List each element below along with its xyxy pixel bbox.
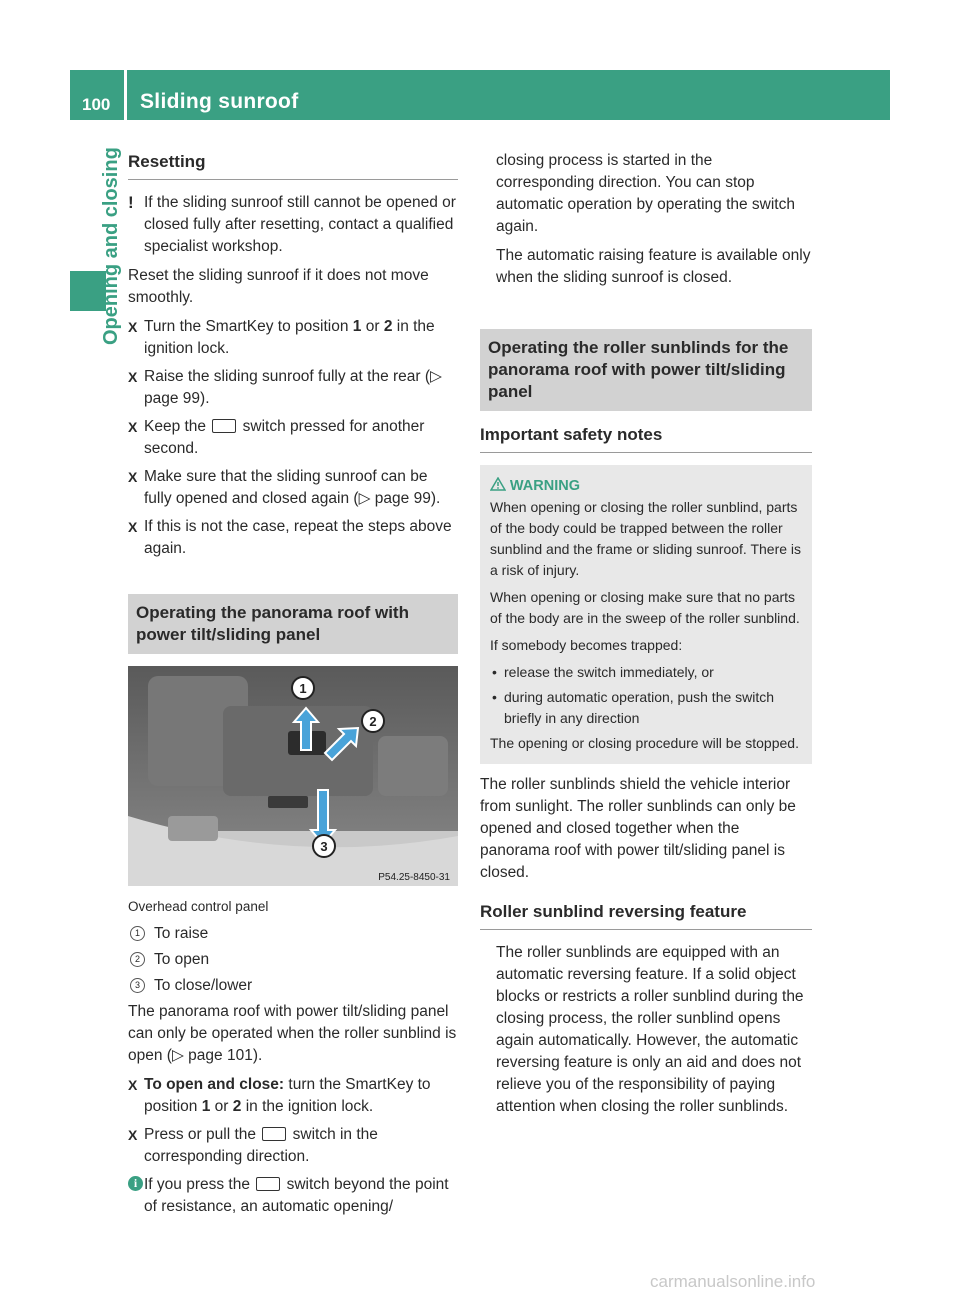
step-text: turn the SmartKey to position	[144, 1076, 431, 1115]
footer-watermark: carmanualsonline.info	[650, 1272, 816, 1291]
legend-text: To open	[154, 951, 210, 968]
step-text: If this is not the case, repeat the steps above again.	[144, 518, 452, 557]
legend-number: 1	[130, 926, 145, 941]
step-item	[128, 416, 458, 460]
bullet-icon: •	[492, 664, 497, 680]
legend-text: To close/lower	[154, 977, 253, 994]
legend-text: To raise	[154, 925, 209, 942]
section-title: Sliding sunroof	[140, 90, 299, 113]
reversing-description: The roller sunblinds are equipped with an automatic reversing feature. If a solid object blocks or restricts a roller sunblind during the closing process, the roller sunblind opens again automatically. However, the automatic reversing feature is only an aid and does not relieve you of the responsibility of paying attention when closing the roller sunblinds.	[496, 944, 804, 1115]
legend-item	[128, 975, 458, 997]
step-text: or	[361, 318, 384, 335]
photo-code: P54.25-8450-31	[378, 872, 450, 883]
position-value: 2	[232, 1098, 242, 1115]
warning-text: If somebody becomes trapped:	[490, 637, 683, 653]
reversing-heading: Roller sunblind reversing feature	[480, 900, 812, 930]
step-item	[128, 1124, 458, 1168]
callout-2: 2	[369, 714, 377, 729]
warning-bullet	[490, 687, 802, 729]
step-text: Keep the	[144, 418, 211, 435]
continued-text: closing process is started in the corresponding direction. You can stop automatic operation by operating the switch again.	[496, 152, 795, 235]
safety-heading: Important safety notes	[480, 423, 812, 453]
panorama-heading: Operating the panorama roof with power tilt/sliding panel	[128, 594, 458, 654]
bullet-icon: •	[492, 689, 497, 705]
step-text: in the ignition lock.	[144, 318, 435, 357]
step-text: Raise the sliding sunroof fully at the rear (▷ page 99).	[144, 368, 442, 407]
step-marker-icon: X	[128, 419, 138, 435]
position-value: 1	[201, 1098, 211, 1115]
info-text: switch beyond the point of resistance, an automatic opening/	[144, 1176, 449, 1215]
step-marker-icon: X	[128, 1077, 138, 1093]
overhead-panel-illustration	[128, 666, 458, 886]
callout-1: 1	[299, 681, 307, 696]
step-text: Turn the SmartKey to position	[144, 318, 353, 335]
step-marker-icon: X	[128, 469, 138, 485]
raising-note: The automatic raising feature is available only when the sliding sunroof is closed.	[496, 247, 811, 286]
step-text: switch pressed for another second.	[144, 418, 425, 457]
step-item	[128, 1074, 458, 1118]
panorama-description: The panorama roof with power tilt/sliding panel can only be operated when the roller sunblind is open (▷ page 101).	[128, 1003, 457, 1064]
step-item	[128, 316, 458, 360]
warning-triangle-icon	[490, 477, 506, 491]
warning-bullet	[490, 662, 802, 683]
legend-number: 2	[130, 952, 145, 967]
step-text: or	[210, 1098, 233, 1115]
workshop-note	[128, 192, 458, 258]
switch-icon	[212, 419, 236, 433]
callout-3: 3	[320, 839, 328, 854]
legend-item	[128, 923, 458, 945]
legend-number: 3	[130, 978, 145, 993]
step-marker-icon: X	[128, 1127, 138, 1143]
step-item	[128, 366, 458, 410]
warning-title-row	[490, 475, 802, 497]
caution-mark: !	[128, 193, 134, 212]
step-marker-icon: X	[128, 319, 138, 335]
header-separator	[124, 70, 127, 120]
step-text: switch in the corresponding direction.	[144, 1126, 378, 1165]
roller-description: The roller sunblinds shield the vehicle interior from sunlight. The roller sunblinds can only be opened and closed together when the panorama roof with power tilt/sliding panel is closed.	[480, 776, 796, 881]
warning-text: When opening or closing the roller sunblind, parts of the body could be trapped between the roller sunblind and the frame or sliding sunroof. There is a risk of injury.	[490, 499, 802, 578]
switch-icon	[262, 1127, 286, 1141]
resetting-heading: Resetting	[128, 150, 458, 180]
roller-sunblinds-heading: Operating the roller sunblinds for the panorama roof with power tilt/sliding panel	[480, 329, 812, 411]
chapter-title: Opening and closing	[100, 147, 122, 345]
legend-item	[128, 949, 458, 971]
info-note	[128, 1174, 458, 1218]
step-text: Press or pull the	[144, 1126, 261, 1143]
bullet-text: release the switch immediately, or	[504, 664, 714, 680]
warning-title: WARNING	[509, 478, 580, 494]
position-value: 1	[352, 318, 362, 335]
step-text: in the ignition lock.	[241, 1098, 374, 1115]
warning-text: When opening or closing make sure that no parts of the body are in the sweep of the roller sunblind.	[490, 589, 800, 626]
right-column	[480, 150, 812, 1125]
reset-intro: Reset the sliding sunroof if it does not move smoothly.	[128, 267, 429, 306]
step-marker-icon: X	[128, 369, 138, 385]
info-icon: i	[128, 1176, 143, 1191]
page-number: 100	[82, 95, 111, 114]
left-column	[128, 150, 458, 1218]
step-item	[128, 516, 458, 560]
switch-icon	[256, 1177, 280, 1191]
step-item	[128, 466, 458, 510]
position-value: 2	[383, 318, 393, 335]
step-text: Make sure that the sliding sunroof can be fully opened and closed again (▷ page 99).	[144, 468, 441, 507]
figure-caption: Overhead control panel	[128, 899, 269, 914]
info-text: If you press the	[144, 1176, 255, 1193]
step-marker-icon: X	[128, 519, 138, 535]
workshop-note-text: If the sliding sunroof still cannot be opened or closed fully after resetting, contact a qualified specialist workshop.	[144, 194, 456, 255]
overhead-control-panel-image	[128, 666, 458, 886]
step-label: To open and close:	[144, 1076, 285, 1093]
warning-box	[480, 465, 812, 764]
warning-text: The opening or closing procedure will be stopped.	[490, 735, 799, 751]
bullet-text: during automatic operation, push the switch briefly in any direction	[504, 689, 775, 726]
